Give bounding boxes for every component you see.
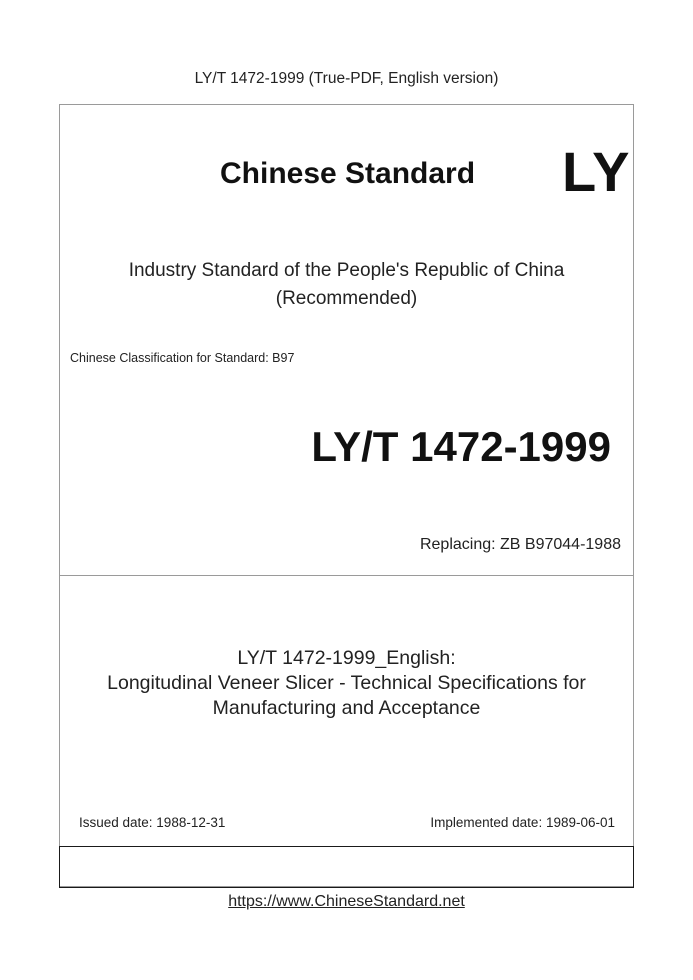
classification-label: Chinese Classification for Standard: B97 [70, 351, 295, 365]
issued-date: Issued date: 1988-12-31 [79, 815, 226, 830]
replacing-label: Replacing: ZB B97044-1988 [419, 536, 621, 553]
site-link-container [0, 893, 693, 911]
page-header: LY/T 1472-1999 (True-PDF, English version) [194, 70, 499, 87]
brand-title: Chinese Standard [220, 157, 476, 190]
subtitle-line-2: (Recommended) [275, 288, 418, 309]
document-title-line-3: Manufacturing and Acceptance [212, 697, 481, 719]
subtitle-line-1: Industry Standard of the People's Republic of China [128, 260, 565, 281]
implemented-date: Implemented date: 1989-06-01 [430, 815, 615, 830]
website-link[interactable]: https://www.ChineseStandard.net [228, 893, 465, 910]
document-title [60, 646, 633, 721]
document-title-line-2: Longitudinal Veneer Slicer - Technical Specifications for [107, 672, 586, 694]
footer-box [59, 846, 634, 888]
document-title-line-1: LY/T 1472-1999_English: [237, 647, 456, 669]
brand-mark: LY [562, 140, 631, 203]
standard-number: LY/T 1472-1999 [311, 423, 611, 470]
section-divider [60, 575, 633, 576]
subtitle [60, 257, 633, 313]
cover-frame [59, 104, 634, 887]
